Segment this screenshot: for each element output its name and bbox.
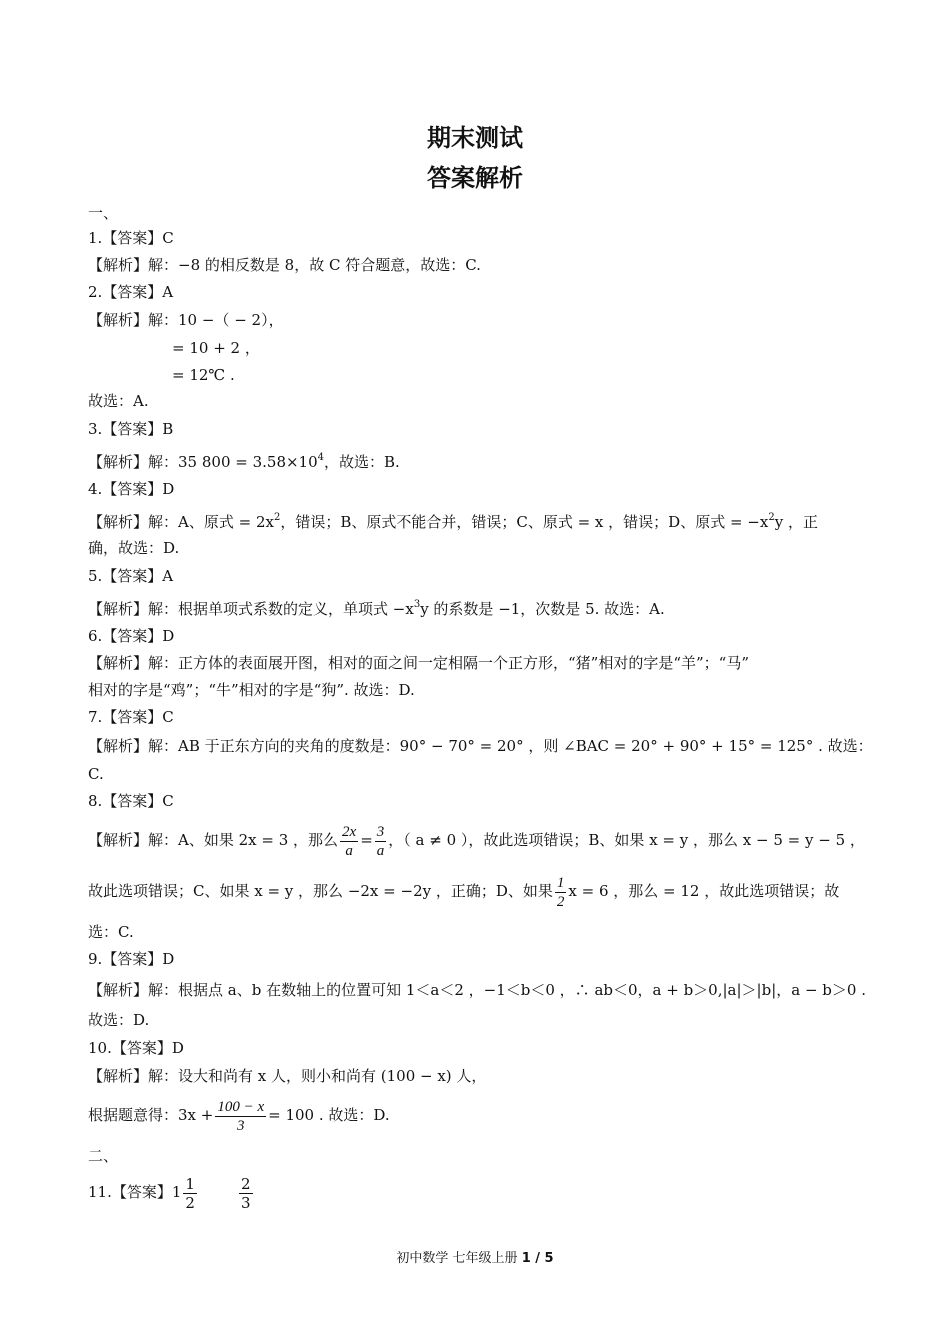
q8-fraction-2: [375, 823, 387, 860]
q7-explanation-2: C.: [88, 765, 104, 783]
q7-answer: 7.【答案】C: [88, 708, 174, 726]
q5-explanation: [88, 595, 665, 619]
q8-exp1-b: ，（ a ≠ 0 ），故此选项错误；B、如果 x = y ，那么 x − 5 = y − 5 ，: [388, 831, 865, 849]
q5-exp-b: y 的系数是 −1，次数是 5. 故选：A.: [420, 600, 665, 618]
q4-exp1-b: ，错误；B、原式不能合并，错误；C、原式 = x ，错误；D、原式 = −x: [280, 513, 769, 531]
section-heading-1: 一、: [88, 204, 119, 222]
q4-exp1-sup1: 2: [273, 512, 281, 523]
q8-explanation-2: [88, 871, 839, 911]
q8-explanation-3: 选：C.: [88, 923, 134, 941]
q8-f1-den: a: [345, 842, 353, 859]
q7-explanation-1: 【解析】解：AB 于正东方向的夹角的度数是：90° − 70° = 20° ，则 ∠BAC = 20° + 90° + 15° = 125° . 故选：: [88, 737, 873, 755]
q8-exp2-b: x = 6 ，那么 = 12 ，故此选项错误；故: [568, 882, 840, 900]
q10-f-num: 100 − x: [217, 1098, 265, 1115]
q2-explanation-1: 【解析】解：10 −（ − 2），: [88, 311, 284, 329]
q9-explanation-1: 【解析】解：根据点 a、b 在数轴上的位置可知 1＜a＜2 ，−1＜b＜0 ，∴ ab＜0，a + b＞0,|a|＞|b|，a − b＞0 .: [88, 981, 866, 999]
page-footer: [0, 1247, 950, 1266]
q10-exp2-b: = 100 . 故选：D.: [268, 1106, 390, 1124]
q8-explanation-1: [88, 820, 865, 860]
footer-page-number: 1 / 5: [521, 1251, 554, 1266]
q8-f2-den: a: [376, 842, 385, 859]
q8-answer: 8.【答案】C: [88, 792, 174, 810]
q11-f2-den: 3: [240, 1193, 251, 1212]
q3-exp-a: 【解析】解：35 800 = 3.58×10: [88, 453, 318, 471]
q10-explanation-1: 【解析】解：设大和尚有 x 人，则小和尚有 (100 − x) 人，: [88, 1067, 487, 1085]
q6-answer: 6.【答案】D: [88, 627, 175, 645]
q11-f2-num: 2: [240, 1174, 251, 1193]
q5-exp-sup: 3: [413, 599, 421, 610]
q4-explanation-2: 确，故选：D.: [88, 539, 180, 557]
q5-answer: 5.【答案】A: [88, 567, 174, 585]
q3-answer: 3.【答案】B: [88, 420, 174, 438]
q9-explanation-2: 故选：D.: [88, 1011, 150, 1029]
footer-text: 初中数学 七年级上册: [396, 1251, 518, 1266]
q11-f1-num: 1: [185, 1174, 195, 1193]
q1-explanation: 【解析】解：−8 的相反数是 8，故 C 符合题意，故选：C.: [88, 256, 481, 274]
section-heading-2: 二、: [88, 1147, 119, 1165]
q9-answer: 9.【答案】D: [88, 950, 175, 968]
q2-explanation-3: = 12℃ .: [172, 366, 235, 384]
q4-exp1-sup2: 2: [768, 512, 775, 523]
q2-explanation-2: = 10 + 2 ，: [172, 339, 260, 357]
q2-explanation-4: 故选：A.: [88, 392, 149, 410]
q4-answer: 4.【答案】D: [88, 480, 175, 498]
q2-answer: 2.【答案】A: [88, 283, 174, 301]
q10-answer: 10.【答案】D: [88, 1039, 184, 1057]
q8-exp1-eq: =: [360, 831, 373, 849]
q6-explanation-2: 相对的字是“鸡”；“牛”相对的字是“狗”. 故选：D.: [88, 681, 415, 699]
q8-f3-num: 1: [556, 874, 565, 891]
q8-fraction-1: [340, 823, 358, 860]
q4-exp1-c: y ，正: [774, 513, 818, 531]
q11-fraction-2: [239, 1175, 253, 1212]
q8-exp2-a: 故此选项错误；C、如果 x = y ，那么 −2x = −2y ，正确；D、如果: [88, 882, 553, 900]
q10-fraction: [215, 1098, 266, 1135]
q11-answer-text: 11.【答案】1: [88, 1183, 182, 1201]
q3-explanation: [88, 448, 400, 472]
q8-f3-den: 2: [556, 893, 565, 910]
q10-f-den: 3: [236, 1117, 245, 1134]
q8-exp1-a: 【解析】解：A、如果 2x = 3 ，那么: [88, 831, 339, 849]
q8-f1-num: 2x: [342, 823, 357, 840]
document-title: 期末测试: [427, 124, 523, 152]
q10-exp2-a: 根据题意得：3x +: [88, 1106, 214, 1124]
q3-exp-sup: 4: [317, 452, 325, 463]
q5-exp-a: 【解析】解：根据单项式系数的定义，单项式 −x: [88, 600, 414, 618]
q8-f2-num: 3: [376, 823, 385, 840]
q10-explanation-2: [88, 1095, 390, 1135]
q1-answer: 1.【答案】C: [88, 229, 174, 247]
document-subtitle: 答案解析: [427, 164, 523, 192]
q8-fraction-3: [555, 874, 567, 911]
q3-exp-b: ，故选：B.: [324, 453, 400, 471]
q6-explanation-1: 【解析】解：正方体的表面展开图，相对的面之间一定相隔一个正方形，“猪”相对的字是“羊”；“马”: [88, 654, 750, 672]
q11-fraction-1: [183, 1175, 197, 1212]
q11-answer: [88, 1172, 255, 1212]
q4-exp1-a: 【解析】解：A、原式 = 2x: [88, 513, 274, 531]
q4-explanation-1: [88, 508, 818, 532]
q11-f1-den: 2: [185, 1193, 195, 1212]
